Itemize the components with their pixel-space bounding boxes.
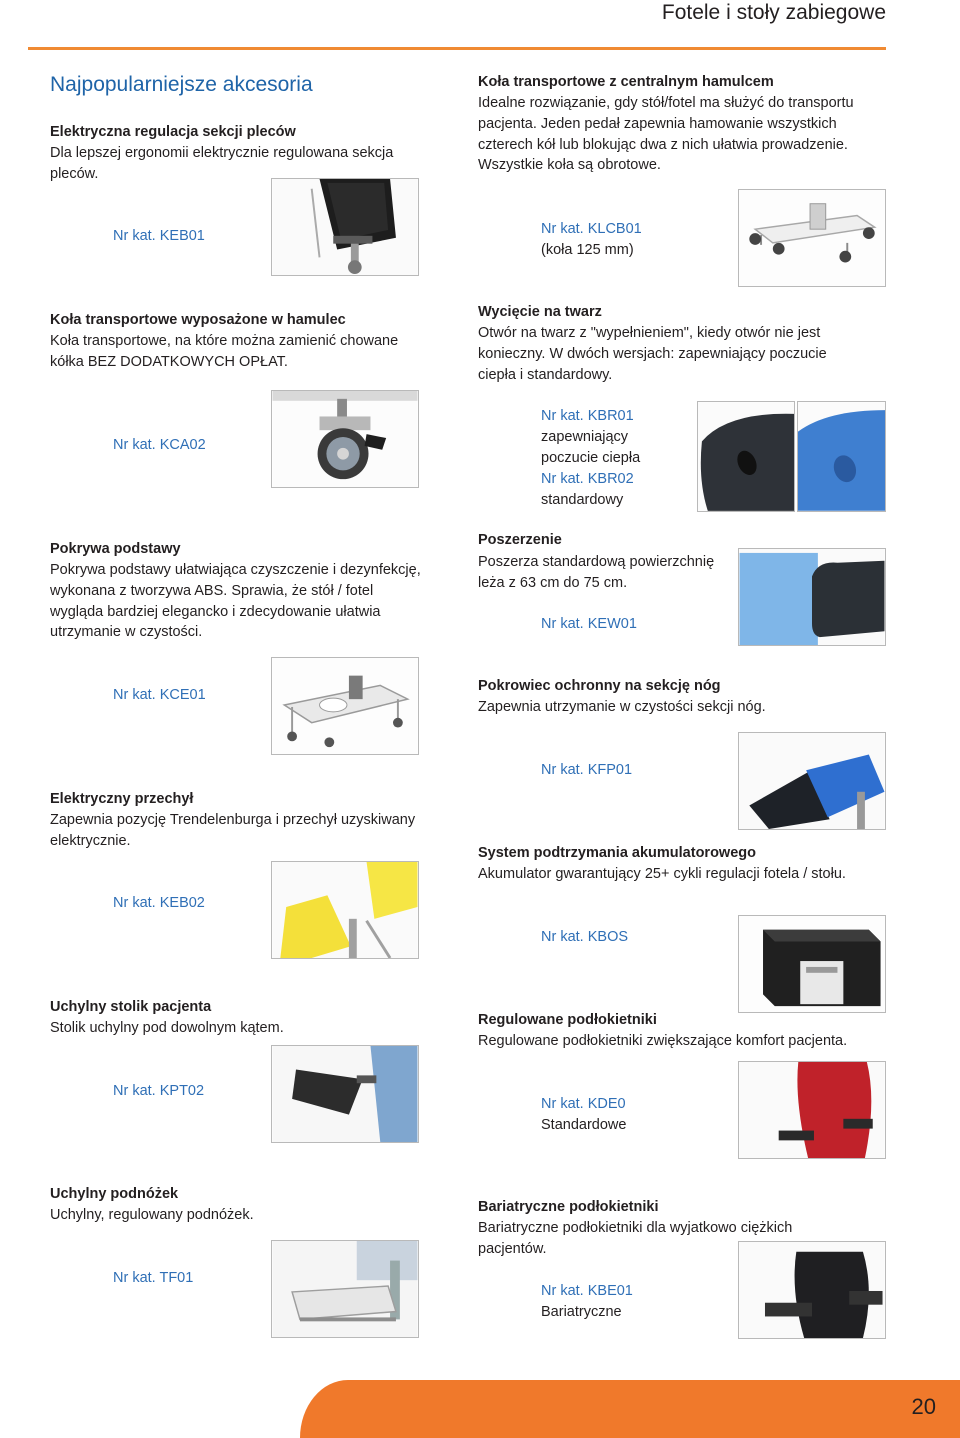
desc-line: Koła transportowe, na które można zamienić chowane xyxy=(50,333,399,349)
desc-line: elektrycznie. xyxy=(50,832,131,849)
extension-image xyxy=(738,548,886,646)
note-line: zapewniający xyxy=(541,429,629,445)
tilt-image xyxy=(271,861,419,959)
face-hole-black-image xyxy=(697,401,795,512)
desc-line: Otwór na twarz z "wypełnieniem", kiedy otwór nie jest xyxy=(478,325,821,341)
item-title-kfp01: Pokrowiec ochronny na sekcję nóg xyxy=(478,678,721,694)
catalog-code-kce01: Nr kat. KCE01 xyxy=(113,687,206,703)
face-hole-blue-image xyxy=(797,401,886,512)
base-cover-image xyxy=(271,657,419,755)
note-kde0: Standardowe xyxy=(541,1117,627,1133)
desc-line: Uchylny, regulowany podnóżek. xyxy=(50,1207,254,1223)
desc-line: pacjentów. xyxy=(478,1240,547,1257)
desc-line: Bariatryczne podłokietniki dla wyjatkowo ciężkich xyxy=(478,1220,793,1236)
desc-line: Zapewnia pozycję Trendelenburga i przechył uzyskiwany xyxy=(50,812,416,828)
footer-band xyxy=(300,1380,960,1438)
desc-line: ciepła i standardowy. xyxy=(478,366,613,383)
item-desc-kca02 xyxy=(50,331,398,373)
battery-image xyxy=(738,915,886,1013)
item-title-kbos: System podtrzymania akumulatorowego xyxy=(478,845,756,861)
item-title-kbr: Wycięcie na twarz xyxy=(478,304,602,320)
desc-line: konieczny. W dwóch wersjach: zapewniający poczucie xyxy=(478,345,827,362)
braked-caster-image xyxy=(271,390,419,488)
desc-line: Stolik uchylny pod dowolnym kątem. xyxy=(50,1020,284,1036)
note-kbr01 xyxy=(541,427,640,469)
catalog-code-kpt02: Nr kat. KPT02 xyxy=(113,1083,205,1099)
catalog-code-kew01: Nr kat. KEW01 xyxy=(541,616,637,632)
item-desc-kpt02 xyxy=(50,1018,284,1039)
item-desc-kce01 xyxy=(50,560,421,643)
item-title-kew01: Poszerzenie xyxy=(478,532,562,548)
desc-line: wykonana z tworzywa ABS. Sprawia, że stół / fotel xyxy=(50,582,374,599)
desc-line: Zapewnia utrzymanie w czystości sekcji nóg. xyxy=(478,699,766,715)
item-desc-kbr xyxy=(478,323,827,385)
leg-cover-image xyxy=(738,732,886,830)
catalog-code-kca02: Nr kat. KCA02 xyxy=(113,437,206,453)
item-title-klcb01: Koła transportowe z centralnym hamulcem xyxy=(478,74,774,90)
item-title-keb02: Elektryczny przechył xyxy=(50,791,194,807)
desc-line: pleców. xyxy=(50,165,99,182)
catalog-code-kbos: Nr kat. KBOS xyxy=(541,929,629,945)
catalog-code-kbr01: Nr kat. KBR01 xyxy=(541,408,634,424)
desc-line: czterech kół lub blokując dwa z nich ułatwia prowadzenie. xyxy=(478,136,848,153)
catalog-code-keb01: Nr kat. KEB01 xyxy=(113,228,205,244)
central-brake-casters-image xyxy=(738,189,886,287)
item-desc-kbos xyxy=(478,864,846,885)
note-kbr02: standardowy xyxy=(541,492,624,508)
catalog-code-klcb01: Nr kat. KLCB01 xyxy=(541,221,642,237)
desc-line: utrzymanie w czystości. xyxy=(50,624,203,641)
armrest-bariatric-image xyxy=(738,1241,886,1339)
desc-line: Idealne rozwiązanie, gdy stół/fotel ma służyć do transportu xyxy=(478,95,854,111)
catalog-code-kbe01: Nr kat. KBE01 xyxy=(541,1283,633,1299)
item-desc-klcb01 xyxy=(478,93,854,176)
desc-line: pacjenta. Jeden pedał zapewnia hamowanie wszystkich xyxy=(478,115,837,132)
desc-line: wygląda bardziej elegancko i zdecydowanie ułatwia xyxy=(50,603,381,620)
armrest-standard-image xyxy=(738,1061,886,1159)
item-desc-kfp01 xyxy=(478,697,766,718)
item-desc-keb02 xyxy=(50,810,415,852)
item-title-keb01: Elektryczna regulacja sekcji pleców xyxy=(50,124,296,140)
note-klcb01: (koła 125 mm) xyxy=(541,242,634,258)
header-title: Fotele i stoły zabiegowe xyxy=(661,1,886,24)
desc-line: Pokrywa podstawy ułatwiająca czyszczenie i dezynfekcję, xyxy=(50,562,421,578)
item-title-kde0: Regulowane podłokietniki xyxy=(478,1012,657,1028)
item-title-kbe01: Bariatryczne podłokietniki xyxy=(478,1199,659,1215)
header-divider xyxy=(28,47,886,50)
desc-line: Wszystkie koła są obrotowe. xyxy=(478,157,661,174)
item-title-tf01: Uchylny podnóżek xyxy=(50,1186,179,1202)
desc-line: Dla lepszej ergonomii elektrycznie regulowana sekcja xyxy=(50,145,394,161)
item-desc-kew01 xyxy=(478,552,714,594)
desc-line: kółka BEZ DODATKOWYCH OPŁAT. xyxy=(50,353,288,370)
desc-line: Poszerza standardową powierzchnię xyxy=(478,554,715,570)
item-desc-kde0 xyxy=(478,1031,847,1052)
section-title: Najpopularniejsze akcesoria xyxy=(50,73,313,96)
item-title-kce01: Pokrywa podstawy xyxy=(50,541,181,557)
backrest-motor-image xyxy=(271,178,419,276)
page-number: 20 xyxy=(911,1394,936,1419)
desc-line: Regulowane podłokietniki zwiększające komfort pacjenta. xyxy=(478,1033,848,1049)
catalog-code-kfp01: Nr kat. KFP01 xyxy=(541,762,633,778)
catalog-code-kde0: Nr kat. KDE0 xyxy=(541,1096,626,1112)
item-title-kpt02: Uchylny stolik pacjenta xyxy=(50,999,212,1015)
item-title-kca02: Koła transportowe wyposażone w hamulec xyxy=(50,312,346,328)
catalog-code-keb02: Nr kat. KEB02 xyxy=(113,895,205,911)
catalog-code-kbr02: Nr kat. KBR02 xyxy=(541,471,634,487)
catalog-code-tf01: Nr kat. TF01 xyxy=(113,1270,194,1286)
note-line: poczucie ciepła xyxy=(541,449,641,466)
footrest-image xyxy=(271,1240,419,1338)
item-desc-tf01 xyxy=(50,1205,254,1226)
note-kbe01: Bariatryczne xyxy=(541,1304,622,1320)
desc-line: Akumulator gwarantujący 25+ cykli regulacji fotela / stołu. xyxy=(478,866,846,882)
patient-table-image xyxy=(271,1045,419,1143)
desc-line: leża z 63 cm do 75 cm. xyxy=(478,574,628,591)
